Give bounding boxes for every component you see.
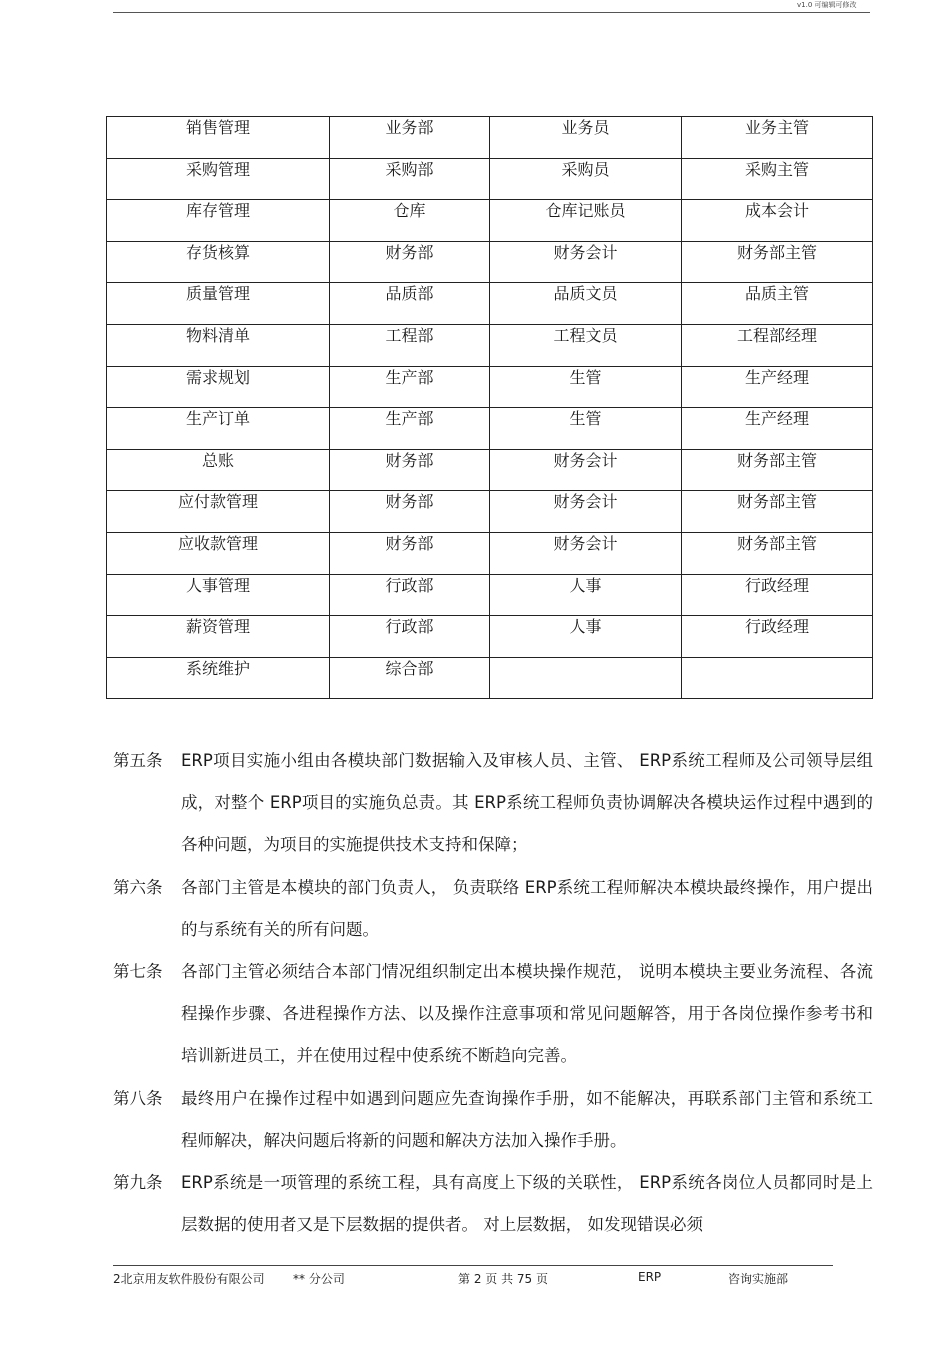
clause-9 (113, 1162, 873, 1246)
table-row (107, 491, 873, 533)
table-cell (107, 408, 330, 450)
table-row (107, 200, 873, 242)
table-cell (490, 574, 682, 616)
cell-text: 行政经理 (744, 575, 809, 595)
cell-text: 系统维护 (185, 658, 250, 678)
table-row (107, 324, 873, 366)
table-cell (490, 532, 682, 574)
cell-text: 存货核算 (185, 242, 250, 262)
cell-text: 财务部主管 (736, 242, 817, 262)
table-cell (490, 491, 682, 533)
table-cell (682, 616, 873, 658)
table-cell (490, 657, 682, 699)
cell-text: 采购管理 (185, 159, 250, 179)
table-cell (330, 283, 490, 325)
cell-text: 采购员 (561, 159, 610, 179)
table-cell (330, 241, 490, 283)
table-cell (107, 574, 330, 616)
table-cell (330, 408, 490, 450)
footer-branch: ** 分公司 (293, 1272, 345, 1286)
cell-text: 采购主管 (744, 159, 809, 179)
clause-number: 第九条 (113, 1173, 163, 1193)
cell-text: 销售管理 (185, 118, 250, 137)
cell-text: 物料清单 (185, 325, 250, 345)
header-rule (113, 12, 870, 13)
table-cell (682, 200, 873, 242)
clause-text: 各部门主管必须结合本部门情况组织制定出本模块操作规范， 说明本模块主要业务流程、各流程操作步骤、各进程操作方法、以及操作注意事项和常见问题解答，用于各岗位操作参考书和培训新进员工，并在使用过程中使系统不断趋向完善。 (181, 962, 873, 1066)
cell-text: 行政部 (385, 575, 434, 595)
cell-text: 总账 (201, 450, 234, 470)
table-cell (107, 366, 330, 408)
clause-number: 第八条 (113, 1088, 163, 1108)
footer-rule (113, 1265, 833, 1266)
table-cell (330, 574, 490, 616)
cell-text: 业务主管 (744, 118, 809, 137)
cell-text: 品质部 (385, 284, 434, 304)
table-cell (330, 491, 490, 533)
cell-text: 生管 (569, 409, 602, 429)
table-cell (682, 657, 873, 699)
table-cell (682, 283, 873, 325)
cell-text: 财务会计 (553, 450, 618, 470)
table-row (107, 616, 873, 658)
cell-text: 财务会计 (553, 492, 618, 512)
version-note: v1.0 可编辑可修改 (797, 1, 857, 9)
cell-text: 人事 (569, 617, 602, 637)
table-cell (490, 241, 682, 283)
cell-text: 生产部 (385, 409, 434, 429)
table-cell (107, 491, 330, 533)
table-row (107, 449, 873, 491)
table-cell (682, 449, 873, 491)
responsibility-table (106, 116, 873, 699)
clause-text: ERP系统是一项管理的系统工程，具有高度上下级的关联性， ERP系统各岗位人员都同时是上层数据的使用者又是下层数据的提供者。 对上层数据， 如发现错误必须 (181, 1173, 873, 1235)
footer-page-number: 第 2 页 共 75 页 (458, 1272, 548, 1286)
cell-text: 人事 (569, 575, 602, 595)
clause-number: 第七条 (113, 962, 163, 982)
cell-text: 综合部 (385, 658, 434, 678)
cell-text: 人事管理 (185, 575, 250, 595)
cell-text: 财务会计 (553, 533, 618, 553)
cell-text: 应付款管理 (177, 492, 258, 512)
table-cell (107, 657, 330, 699)
table-cell (490, 117, 682, 159)
cell-text: 财务部主管 (736, 533, 817, 553)
table-cell (330, 616, 490, 658)
cell-text: 成本会计 (744, 201, 809, 221)
table-cell (107, 324, 330, 366)
table-cell (490, 200, 682, 242)
clauses-section (113, 740, 873, 1246)
table-cell (682, 117, 873, 159)
cell-text: 财务部主管 (736, 450, 817, 470)
table-cell (330, 200, 490, 242)
table-cell (330, 532, 490, 574)
table-cell (330, 657, 490, 699)
table-cell (682, 158, 873, 200)
table-row (107, 532, 873, 574)
cell-text: 品质文员 (553, 284, 618, 304)
cell-text: 仓库 (393, 201, 426, 221)
table-row (107, 283, 873, 325)
table-cell (490, 283, 682, 325)
cell-text: 生产经理 (744, 367, 809, 387)
table-cell (490, 616, 682, 658)
cell-text: 应收款管理 (177, 533, 258, 553)
table-cell (682, 532, 873, 574)
cell-text: 采购部 (385, 159, 434, 179)
table-row (107, 657, 873, 699)
table-cell (330, 449, 490, 491)
table-cell (330, 324, 490, 366)
cell-text: 工程部经理 (736, 325, 817, 345)
cell-text: 财务部 (385, 492, 434, 512)
table-cell (490, 449, 682, 491)
clause-6 (113, 867, 873, 951)
cell-text: 生产订单 (185, 409, 250, 429)
cell-text: 行政部 (385, 617, 434, 637)
footer-company: 2北京用友软件股份有限公司 (113, 1272, 265, 1286)
cell-text: 财务部 (385, 533, 434, 553)
clause-8 (113, 1078, 873, 1162)
clause-number: 第六条 (113, 877, 163, 897)
cell-text: 业务部 (385, 118, 434, 137)
table-row (107, 117, 873, 159)
table-cell (682, 241, 873, 283)
table-cell (330, 158, 490, 200)
clause-7 (113, 951, 873, 1078)
table-cell (490, 324, 682, 366)
table-cell (107, 449, 330, 491)
cell-text: 库存管理 (185, 201, 250, 221)
table-row (107, 574, 873, 616)
cell-text: 薪资管理 (185, 617, 250, 637)
table-cell (330, 117, 490, 159)
table-cell (107, 117, 330, 159)
table-cell (682, 408, 873, 450)
clause-text: ERP项目实施小组由各模块部门数据输入及审核人员、主管、 ERP系统工程师及公司领导层组成，对整个 ERP项目的实施负总责。其 ERP系统工程师负责协调解决各模块运作过程中遇到的各种问题，为项目的实施提供技术支持和保障； (181, 751, 873, 855)
clause-5 (113, 740, 873, 867)
clause-number: 第五条 (113, 751, 163, 770)
table-cell (107, 158, 330, 200)
cell-text: 需求规划 (185, 367, 250, 387)
table-row (107, 366, 873, 408)
cell-text: 工程部 (385, 325, 434, 345)
cell-text: 工程文员 (553, 325, 618, 345)
cell-text: 生产经理 (744, 409, 809, 429)
table-cell (107, 532, 330, 574)
cell-text: 业务员 (561, 118, 610, 137)
cell-text: 仓库记账员 (545, 201, 626, 221)
clause-text: 最终用户在操作过程中如遇到问题应先查询操作手册，如不能解决，再联系部门主管和系统工程师解决，解决问题后将新的问题和解决方法加入操作手册。 (181, 1088, 873, 1150)
table-row (107, 241, 873, 283)
clause-text: 各部门主管是本模块的部门负责人， 负责联络 ERP系统工程师解决本模块最终操作，用户提出的与系统有关的所有问题。 (181, 877, 873, 939)
cell-text: 品质主管 (744, 284, 809, 304)
table-cell (682, 324, 873, 366)
table-cell (107, 283, 330, 325)
cell-text: 生管 (569, 367, 602, 387)
table-row (107, 158, 873, 200)
cell-text: 财务部 (385, 242, 434, 262)
cell-text: 财务会计 (553, 242, 618, 262)
table-row (107, 408, 873, 450)
cell-text: 行政经理 (744, 617, 809, 637)
cell-text: 质量管理 (185, 284, 250, 304)
table-cell (330, 366, 490, 408)
table-cell (682, 491, 873, 533)
footer-department: 咨询实施部 (728, 1272, 789, 1286)
cell-text: 财务部 (385, 450, 434, 470)
table-cell (682, 574, 873, 616)
footer-erp: ERP (638, 1270, 662, 1284)
table-cell (107, 241, 330, 283)
table-cell (107, 200, 330, 242)
table-cell (107, 616, 330, 658)
cell-text: 生产部 (385, 367, 434, 387)
table-cell (682, 366, 873, 408)
table-cell (490, 408, 682, 450)
table-cell (490, 158, 682, 200)
table-cell (490, 366, 682, 408)
cell-text: 财务部主管 (736, 492, 817, 512)
